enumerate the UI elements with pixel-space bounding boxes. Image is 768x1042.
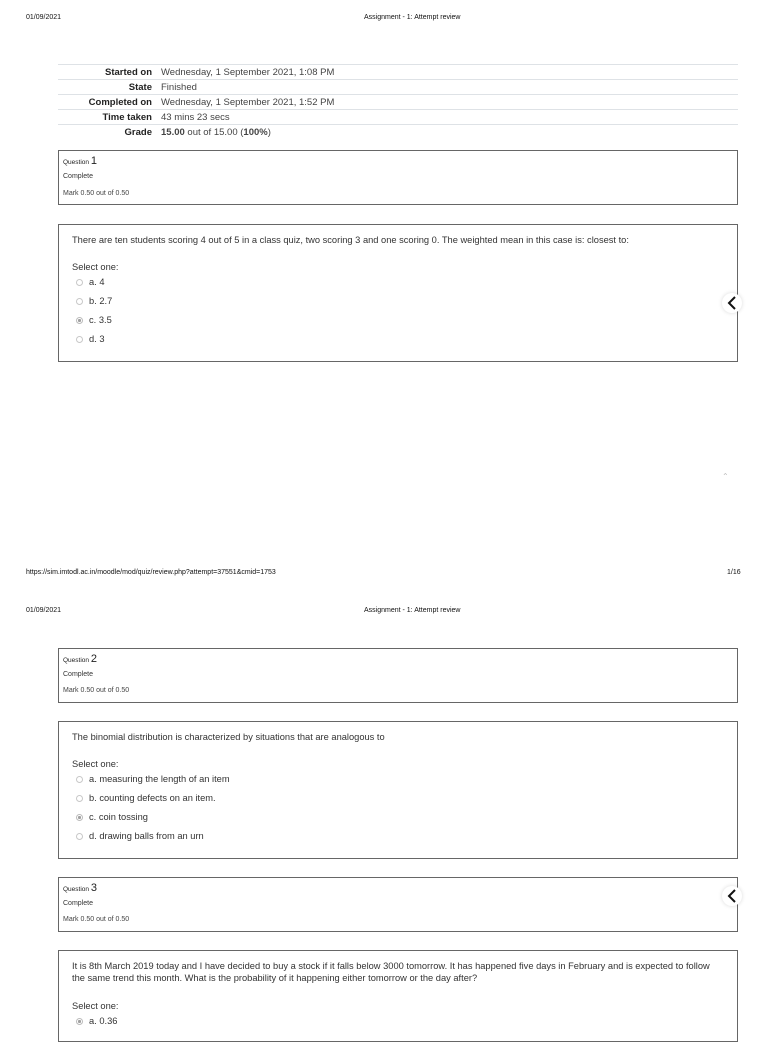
option-label: a. 0.36 xyxy=(89,1016,118,1026)
summary-value: Finished xyxy=(161,81,197,93)
question-text: The binomial distribution is characterized by situations that are analogous to xyxy=(72,732,385,742)
question-2-content xyxy=(58,721,738,859)
summary-value: 43 mins 23 secs xyxy=(161,111,230,123)
summary-value: Wednesday, 1 September 2021, 1:52 PM xyxy=(161,96,335,108)
nav-chevron-left-button[interactable] xyxy=(722,293,742,313)
option-label: d. 3 xyxy=(89,334,105,344)
summary-row-completed xyxy=(58,95,738,110)
radio-button[interactable] xyxy=(76,336,83,343)
grade-out-of: out of 15.00 ( xyxy=(184,126,244,138)
print-date: 01/09/2021 xyxy=(26,14,62,21)
question-mark: Mark 0.50 out of 0.50 xyxy=(63,687,130,694)
answer-option-d[interactable] xyxy=(76,334,105,344)
answer-option-b[interactable] xyxy=(76,793,216,803)
question-prefix: Question xyxy=(63,159,91,166)
radio-button[interactable] xyxy=(76,279,83,286)
print-page-number: 1/16 xyxy=(727,569,741,576)
option-label: b. 2.7 xyxy=(89,296,113,306)
answer-option-c[interactable] xyxy=(76,315,112,325)
question-3-info xyxy=(58,877,738,932)
radio-button-selected[interactable] xyxy=(76,814,83,821)
grade-close: ) xyxy=(267,126,271,138)
summary-label: State xyxy=(128,81,152,93)
grade-score: 15.00 xyxy=(161,126,185,138)
question-prefix: Question xyxy=(63,886,91,893)
question-mark: Mark 0.50 out of 0.50 xyxy=(63,190,130,197)
question-text: There are ten students scoring 4 out of 5 in a class quiz, two scoring 3 and one scoring 0. The weighted mean in this case is: closest to: xyxy=(72,235,629,245)
grade-value xyxy=(157,125,738,140)
question-state: Complete xyxy=(63,900,93,907)
radio-button-selected[interactable] xyxy=(76,317,83,324)
radio-button[interactable] xyxy=(76,795,83,802)
question-number xyxy=(63,653,97,665)
question-mark: Mark 0.50 out of 0.50 xyxy=(63,916,130,923)
question-number-value: 2 xyxy=(90,653,97,665)
question-number xyxy=(63,882,97,894)
question-number-value: 3 xyxy=(90,882,97,894)
summary-row-grade xyxy=(58,125,738,140)
chevron-left-icon xyxy=(726,296,738,310)
grade-percent: 100% xyxy=(243,126,268,138)
question-number xyxy=(63,155,97,167)
summary-row-started xyxy=(58,65,738,80)
answer-option-d[interactable] xyxy=(76,831,204,841)
option-label: d. drawing balls from an urn xyxy=(89,831,204,841)
question-1-content xyxy=(58,224,738,362)
chevron-up-icon[interactable]: ⌃ xyxy=(722,472,729,481)
option-label: b. counting defects on an item. xyxy=(89,793,216,803)
question-state: Complete xyxy=(63,671,93,678)
answer-option-b[interactable] xyxy=(76,296,112,306)
chevron-left-icon xyxy=(726,889,738,903)
question-2-info xyxy=(58,648,738,703)
summary-label: Time taken xyxy=(102,111,152,123)
answer-option-a[interactable] xyxy=(76,1016,117,1026)
print-title: Assignment - 1: Attempt review xyxy=(364,607,461,614)
select-one-label: Select one: xyxy=(72,759,119,769)
summary-label: Grade xyxy=(124,126,152,138)
radio-button[interactable] xyxy=(76,833,83,840)
summary-value: Wednesday, 1 September 2021, 1:08 PM xyxy=(161,66,335,78)
print-url: https://sim.imtodl.ac.in/moodle/mod/quiz/review.php?attempt=37551&cmid=1753 xyxy=(26,569,276,576)
print-date: 01/09/2021 xyxy=(26,607,62,614)
answer-option-c[interactable] xyxy=(76,812,148,822)
option-label: a. measuring the length of an item xyxy=(89,774,230,784)
nav-chevron-left-button[interactable] xyxy=(722,886,742,906)
answer-option-a[interactable] xyxy=(76,774,230,784)
question-prefix: Question xyxy=(63,657,91,664)
question-text: It is 8th March 2019 today and I have decided to buy a stock if it falls below 3000 tomorrow. It has happened five days in February and is expected to follow the same trend this month. What is the probability of it happening either tomorrow or the day after? xyxy=(72,961,710,983)
question-state: Complete xyxy=(63,173,93,180)
option-label: a. 4 xyxy=(89,277,105,287)
answer-option-a[interactable] xyxy=(76,277,105,287)
question-3-content xyxy=(58,950,738,1042)
attempt-summary-table xyxy=(58,64,738,140)
option-label: c. coin tossing xyxy=(89,812,148,822)
question-1-info xyxy=(58,150,738,205)
summary-row-state xyxy=(58,80,738,95)
summary-label: Completed on xyxy=(88,96,152,108)
radio-button-selected[interactable] xyxy=(76,1018,83,1025)
select-one-label: Select one: xyxy=(72,262,119,272)
radio-button[interactable] xyxy=(76,776,83,783)
select-one-label: Select one: xyxy=(72,1001,119,1011)
question-number-value: 1 xyxy=(90,155,97,167)
summary-row-time xyxy=(58,110,738,125)
option-label: c. 3.5 xyxy=(89,315,112,325)
radio-button[interactable] xyxy=(76,298,83,305)
print-title: Assignment - 1: Attempt review xyxy=(364,14,461,21)
summary-label: Started on xyxy=(105,66,152,78)
